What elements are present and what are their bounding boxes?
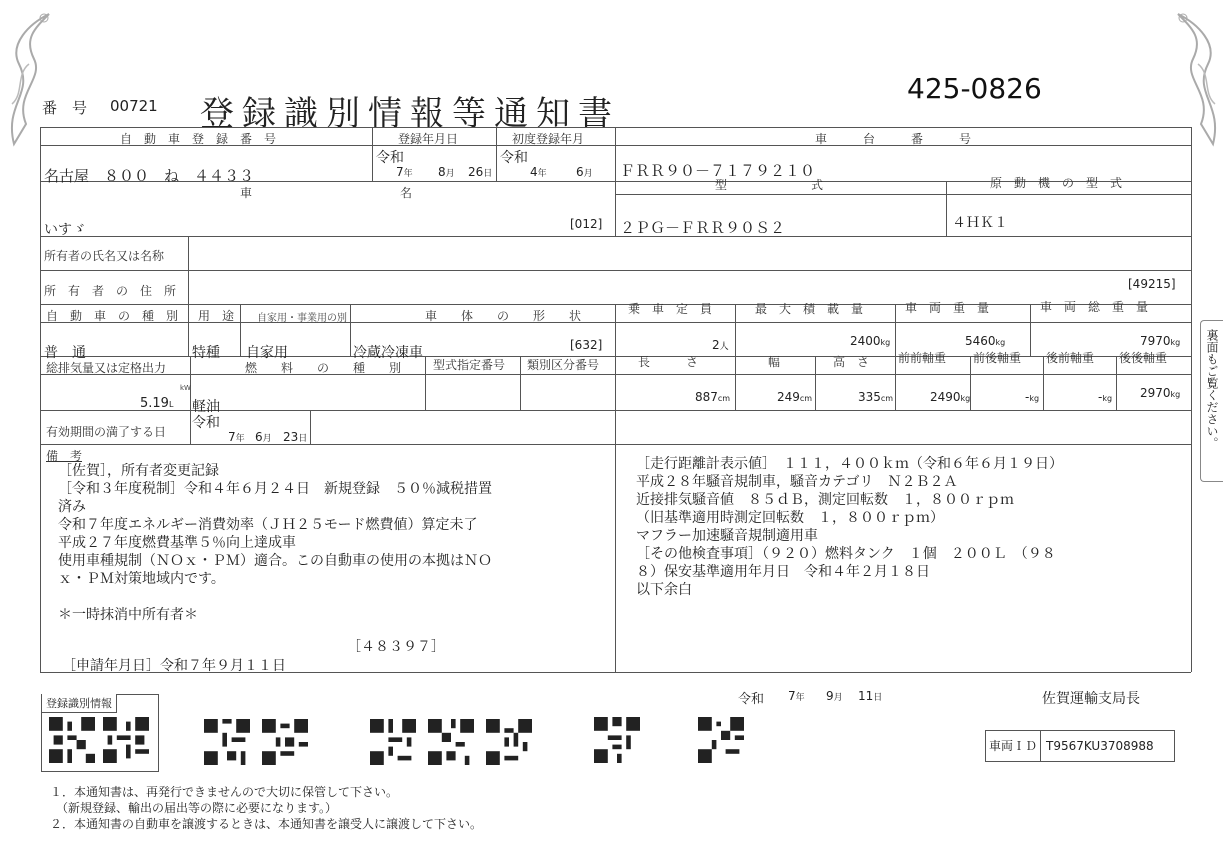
gross-label: 車 両 総 重 量 <box>1040 300 1149 314</box>
body-value: 冷蔵冷凍車 <box>353 345 423 361</box>
length-value: 887cm <box>695 390 731 404</box>
qr-code-icon <box>428 719 474 765</box>
body-label: 車 体 の 形 状 <box>425 309 582 323</box>
qr-info-label: 登録識別情報 <box>42 694 117 713</box>
engine-value: ４ＨＫ１ <box>952 215 1008 231</box>
remarks-left-line: ［佐賀］，所有者変更記録 <box>58 463 219 479</box>
rf-axle-label: 後前軸重 <box>1046 351 1095 365</box>
length-label: 長 さ <box>638 355 699 369</box>
remarks-right-line: 近接排気騒音値 ８５ｄＢ，測定回転数 １，８００ｒｐｍ <box>636 492 1014 508</box>
max-load-value: 2400kg <box>850 334 891 348</box>
weight-value: 5460kg <box>965 334 1006 348</box>
height-value: 335cm <box>858 390 894 404</box>
issue-era: 令和 <box>738 692 765 707</box>
rr-axle-label: 後後軸重 <box>1119 351 1168 365</box>
fr-axle-label: 前後軸重 <box>973 351 1022 365</box>
width-label: 幅 <box>768 355 781 369</box>
remarks-left-code: ［４８３９７］ <box>347 639 445 655</box>
remarks-left-line: ＊一時抹消中所有者＊ <box>58 607 198 623</box>
remarks-left <box>58 462 492 624</box>
reg-month: 8月 <box>438 165 455 179</box>
reg-no-value: 名古屋 ８００ ね ４４３３ <box>44 167 255 185</box>
class-no-label: 類別区分番号 <box>527 358 600 372</box>
fuel-label: 燃 料 の 種 別 <box>245 361 402 375</box>
reg-day: 26日 <box>468 165 493 179</box>
make-label-1: 車 <box>240 186 253 200</box>
kind-value: 普 通 <box>44 345 86 361</box>
reg-no-label: 自 動 車 登 録 番 号 <box>120 132 277 146</box>
reg-date-label: 登録年月日 <box>398 132 459 146</box>
remarks-left-line <box>58 588 492 606</box>
private-value: 自家用 <box>246 345 288 361</box>
qr-code-icon <box>698 717 744 763</box>
use-label: 用 途 <box>198 309 235 323</box>
displacement-unit: kW <box>180 384 191 392</box>
width-value: 249cm <box>777 390 813 404</box>
displacement-label: 総排気量又は定格出力 <box>46 361 167 375</box>
number-label: 番 号 <box>42 99 88 117</box>
remarks-left-line: ｘ・ＰＭ対策地域内です。 <box>58 571 225 587</box>
model-value: ２ＰＧ－ＦＲＲ９０Ｓ２ <box>620 219 786 237</box>
expiry-month: 6月 <box>255 430 272 444</box>
qr-code-icon <box>370 719 416 765</box>
chassis-label: 車 台 番 号 <box>815 132 972 146</box>
issue-day: 11日 <box>858 689 883 703</box>
make-code: [012] <box>570 217 603 231</box>
gross-value: 7970kg <box>1140 334 1181 348</box>
qr-code-icon <box>262 719 308 765</box>
engine-label: 原 動 機 の 型 式 <box>990 176 1123 190</box>
footer-note: （新規登録、輸出の届出等の際に必要になります。） <box>50 801 338 815</box>
number-value: 00721 <box>110 97 158 115</box>
issue-year: 7年 <box>788 689 805 703</box>
chassis-value: ＦＲＲ９０－７１７９２１０ <box>620 162 816 180</box>
first-month: 6月 <box>576 165 593 179</box>
footer-note: ２．本通知書の自動車を譲渡するときは、本通知書を譲受人に譲渡して下さい。 <box>50 817 483 831</box>
vehicle-id-label: 車両ＩＤ <box>986 731 1041 761</box>
owner-address-label: 所 有 者 の 住 所 <box>44 284 177 298</box>
remarks-right-line: 以下余白 <box>636 582 692 598</box>
reg-year: 7年 <box>396 165 413 179</box>
document-title: 登録識別情報等通知書 <box>200 94 620 134</box>
remarks-right-line: ［その他検査事項］（９２０）燃料タンク １個 ２００Ｌ （９８ <box>636 546 1056 562</box>
ff-axle-value: 2490kg <box>930 390 971 404</box>
fr-axle-value: -kg <box>1025 390 1040 404</box>
capacity-value: 2人 <box>712 338 729 352</box>
side-note: 裏面もご覧ください。 <box>1205 329 1219 449</box>
private-label: 自家用・事業用の別 <box>257 313 347 324</box>
issue-month: 9月 <box>826 689 843 703</box>
body-code: [632] <box>570 338 603 352</box>
expiry-label: 有効期間の満了する日 <box>46 425 167 439</box>
application-date: ［申請年月日］令和７年９月１１日 <box>62 658 286 674</box>
owner-address-code: [49215] <box>1128 277 1176 291</box>
reg-era: 令和 <box>376 150 404 166</box>
qr-code-icon <box>204 719 250 765</box>
vehicle-id-value: T9567KU3708988 <box>1046 739 1154 753</box>
remarks-left-line: 平成２７年度燃費基準５％向上達成車 <box>58 535 296 551</box>
footer-notes <box>50 784 482 832</box>
vehicle-id-box <box>985 730 1175 762</box>
make-label-2: 名 <box>400 186 413 200</box>
corner-ornament-right <box>1163 4 1223 154</box>
remarks-left-line: 使用車種規制（ＮＯｘ・ＰＭ）適合。この自動車の使用の本拠はＮＯ <box>58 553 492 569</box>
use-value: 特種 <box>192 345 220 361</box>
remarks-left-line: 済み <box>58 499 86 515</box>
qr-code-icon <box>486 719 532 765</box>
remarks-left-line: 令和７年度エネルギー消費効率（ＪＨ２５モード燃費値）算定未了 <box>58 517 478 533</box>
remarks-right <box>636 455 1063 599</box>
remarks-right-line: ８）保安基準適用年月日 令和４年２月１８日 <box>636 564 930 580</box>
stamp-number: 425-0826 <box>907 72 1042 105</box>
expiry-era: 令和 <box>192 415 220 431</box>
first-era: 令和 <box>500 150 528 166</box>
remarks-right-line: （旧基準適用時測定回転数 １，８００ｒｐｍ） <box>636 510 944 526</box>
expiry-year: 7年 <box>228 430 245 444</box>
rf-axle-value: -kg <box>1098 390 1113 404</box>
remarks-right-line: マフラー加速騒音規制適用車 <box>636 528 818 544</box>
make-value: いすゞ <box>44 222 86 238</box>
qr-code-icon <box>103 717 149 763</box>
height-label: 高 さ <box>833 355 870 369</box>
remarks-right-line: 平成２８年騒音規制車，騒音カテゴリ Ｎ２Ｂ２Ａ <box>636 474 958 490</box>
remarks-left-line: ［令和３年度税制］令和４年６月２４日 新規登録 ５０％減税措置 <box>58 481 492 497</box>
expiry-day: 23日 <box>283 430 308 444</box>
side-note-box <box>1200 320 1223 482</box>
owner-name-label: 所有者の氏名又は名称 <box>44 249 165 263</box>
rr-axle-value: 2970kg <box>1140 386 1181 400</box>
displacement-value: 5.19L <box>140 396 174 411</box>
qr-code-icon <box>49 717 95 763</box>
type-no-label: 型式指定番号 <box>433 358 506 372</box>
remarks-label: 備 考 <box>46 449 83 463</box>
ff-axle-label: 前前軸重 <box>898 351 947 365</box>
capacity-label: 乗 車 定 員 <box>628 302 713 316</box>
weight-label: 車 両 重 量 <box>905 301 990 315</box>
issuer: 佐賀運輸支局長 <box>1042 691 1140 707</box>
first-reg-label: 初度登録年月 <box>512 132 585 146</box>
footer-note: １．本通知書は、再発行できませんので大切に保管して下さい。 <box>50 785 399 799</box>
qr-code-icon <box>594 717 640 763</box>
kind-label: 自 動 車 の 種 別 <box>46 309 179 323</box>
remarks-right-line: ［走行距離計表示値］ １１１，４００ｋｍ（令和６年６月１９日） <box>636 456 1063 472</box>
max-load-label: 最 大 積 載 量 <box>755 302 864 316</box>
model-label: 型 式 <box>715 178 824 192</box>
fuel-value: 軽油 <box>192 399 220 415</box>
corner-ornament-left <box>4 4 64 154</box>
first-year: 4年 <box>530 165 547 179</box>
